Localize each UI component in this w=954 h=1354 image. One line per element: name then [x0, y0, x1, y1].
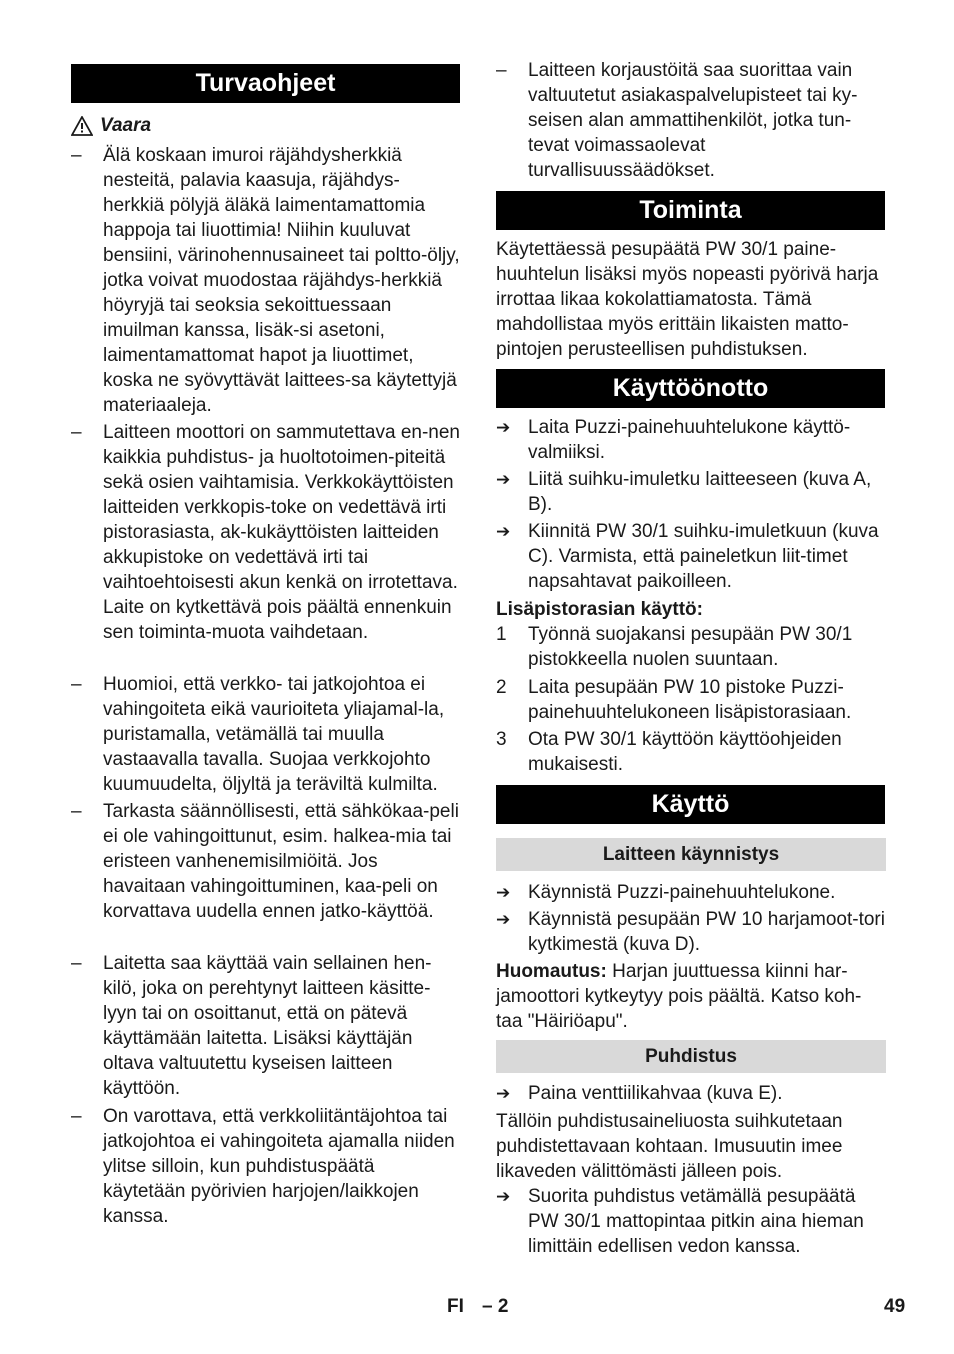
warning-line — [71, 113, 151, 138]
list-item-text: Käynnistä pesupään PW 10 harjamoot-tori kytkimestä (kuva D). — [528, 909, 885, 955]
list-item-text: Laitteen korjaustöitä saa suorittaa vain valtuutetut asiakaspalvelupisteet tai ky-seisen alan ammattihenkilöt, jotka tun-tevat voimassaolevat turvallisuussäädökset. — [528, 60, 858, 181]
dash-marker: – — [71, 674, 82, 695]
arrow-right-icon: ➔ — [496, 470, 511, 489]
list-item-text: Huomioi, että verkko- tai jatkojohtoa ei vahingoiteta eikä vaurioiteta yliajamal-la, puristamalla, vetämällä tai muulla vastaavalla tavalla. Suojaa verkkojohto kuumuudelta, öljyltä ja teräviltä kulmilta. — [103, 674, 445, 795]
list-item — [496, 907, 886, 957]
list-item-text: Käynnistä Puzzi-painehuuhtelukone. — [528, 882, 836, 903]
note-text: Harjan juuttuessa kiinni har-jamoottori kytkeytyy pois päältä. Katso koh-taa "Häiriöapu". — [496, 961, 862, 1032]
puhdistus-text: Tällöin puhdistusaineliuosta suihkutetaan puhdistettavaan kohtaan. Imusuutin imee likaveden välittömästi jälleen pois. — [496, 1111, 843, 1182]
dash-marker: – — [496, 60, 507, 81]
list-item-text: Paina venttiilikahvaa (kuva E). — [528, 1083, 783, 1104]
section-heading-toiminta: Toiminta — [496, 191, 885, 230]
dash-marker: – — [71, 1106, 82, 1127]
list-item — [496, 1184, 886, 1259]
list-item — [71, 799, 460, 924]
page-number: 49 — [884, 1296, 906, 1317]
note-paragraph — [496, 959, 885, 1034]
list-item — [496, 415, 886, 465]
list-item — [496, 467, 886, 517]
arrow-right-icon: ➔ — [496, 418, 511, 437]
list-item — [71, 420, 460, 645]
list-item — [496, 622, 886, 672]
list-item — [496, 675, 886, 725]
list-item-text: Työnnä suojakansi pesupään PW 30/1 pistokkeella nuolen suuntaan. — [528, 624, 853, 670]
arrow-right-icon: ➔ — [496, 1187, 511, 1206]
list-item-text: Laita Puzzi-painehuuhtelukone käyttö-valmiiksi. — [528, 417, 851, 463]
list-item — [71, 1104, 460, 1229]
list-item — [71, 951, 460, 1101]
step-number: 2 — [496, 677, 507, 698]
arrow-right-icon: ➔ — [496, 910, 511, 929]
arrow-right-icon: ➔ — [496, 883, 511, 902]
list-item — [496, 727, 886, 777]
list-item-text: On varottava, että verkkoliitäntäjohtoa tai jatkojohtoa ei vahingoiteta ajamalla niiden ylitse silloin, kun puhdistuspäätä käytetään pyörivien harjojen/laikkojen kanssa. — [103, 1106, 455, 1227]
dash-marker: – — [71, 953, 82, 974]
list-item-text: Liitä suihku-imuletku laitteeseen (kuva A, B). — [528, 469, 872, 515]
toiminta-text: Käytettäessä pesupäätä PW 30/1 paine-huuhtelun lisäksi myös nopeasti pyörivä harja irrottaa likaa kokolattiamatosta. Tämä mahdollistaa myös erittäin likaisten matto-pintojen perusteellisen puhdistuksen. — [496, 239, 879, 360]
step-number: 1 — [496, 624, 507, 645]
footer-sub-page: – 2 — [482, 1296, 509, 1317]
section-heading-kaytto: Käyttö — [496, 785, 885, 824]
note-label: Huomautus: — [496, 961, 607, 982]
list-item-text: Älä koskaan imuroi räjähdysherkkiä nesteitä, palavia kaasuja, räjähdys-herkkiä pölyjä äläkä laimentamattomia happoja tai liuottimia! Niihin kuuluvat bensiini, värinohennusaineet tai poltto-öljy, jotka voivat muodostaa räjähdys-herkkiä höyryjä tai seoksia sekoittuessaan imuilman kanssa, lisäk-si asetoni, laimentamattomat hapot ja liuottimet, koska ne syövyttävät laittees-sa käytettyjä materiaaleja. — [103, 145, 460, 416]
arrow-right-icon: ➔ — [496, 1084, 511, 1103]
sub-heading-lisapistorasia: Lisäpistorasian käyttö: — [496, 599, 703, 620]
list-item — [496, 1081, 886, 1106]
list-item-text: Laitetta saa käyttää vain sellainen hen-kilö, joka on perehtynyt laitteen käsitte-lyyn tai on osoittanut, että on pätevä käyttämään laitetta. Lisäksi käyttäjän oltava valtuutettu kyseisen laitteen käyttöön. — [103, 953, 432, 1099]
list-item — [496, 880, 886, 905]
warning-triangle-icon — [71, 116, 93, 136]
dash-marker: – — [71, 801, 82, 822]
list-item — [71, 672, 460, 797]
list-item-text: Kiinnitä PW 30/1 suihku-imuletkuun (kuva C). Varmista, että paineletkun liit-timet napsahtavat paikoilleen. — [528, 521, 879, 592]
section-heading-kayttoonotto: Käyttöönotto — [496, 369, 885, 408]
footer-language: FI — [447, 1296, 464, 1317]
section-heading-turvaohjeet: Turvaohjeet — [71, 64, 460, 103]
list-item — [71, 143, 460, 418]
warning-label: Vaara — [100, 115, 152, 136]
list-item-text: Ota PW 30/1 käyttöön käyttöohjeiden mukaisesti. — [528, 729, 842, 775]
sub-heading-puhdistus: Puhdistus — [496, 1040, 886, 1073]
arrow-right-icon: ➔ — [496, 522, 511, 541]
dash-marker: – — [71, 422, 82, 443]
dash-marker: – — [71, 145, 82, 166]
list-item-text: Suorita puhdistus vetämällä pesupäätä PW 30/1 mattopintaa pitkin aina hieman limittäin edellisen vedon kanssa. — [528, 1186, 864, 1257]
step-number: 3 — [496, 729, 507, 750]
sub-heading-kaynnistys: Laitteen käynnistys — [496, 838, 886, 871]
list-item-text: Laitteen moottori on sammutettava en-nen kaikkia puhdistus- ja huoltotoimen-piteitä sekä osien vaihtamisia. Verkkokäyttöisten laitteiden verkkopis-toke on vedettävä irti pistorasiasta, ak-kukäyttöisten laitteiden akkupistoke on vedettävä irti tai vaihtoehtoisesti akun kenkä on irrotettava. Laite on kytkettävä pois päältä ennenkuin sen toiminta-muota vaihdetaan. — [103, 422, 460, 643]
list-item — [496, 58, 886, 183]
list-item-text: Tarkasta säännöllisesti, että sähkökaa-peli ei ole vahingoittunut, esim. halkea-mia tai eristeen vanhenemisilmiöitä. Jos havaitaan vahingoittuminen, kaa-peli on korvattava uudella ennen jatko-käyttöä. — [103, 801, 459, 922]
list-item-text: Laita pesupään PW 10 pistoke Puzzi-painehuuhtelukoneen lisäpistorasiaan. — [528, 677, 852, 723]
list-item — [496, 519, 886, 594]
